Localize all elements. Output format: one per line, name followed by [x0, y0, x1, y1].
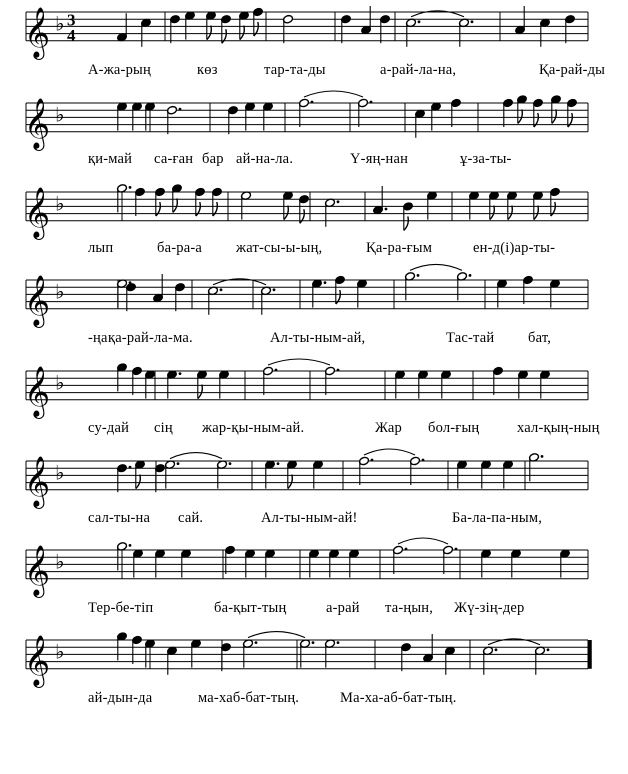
- time-signature-top: 3: [67, 10, 76, 30]
- note: [469, 191, 480, 220]
- note: [117, 102, 128, 131]
- note: [325, 198, 340, 227]
- note: [239, 11, 250, 40]
- treble-clef-icon: 𝄞: [24, 274, 51, 326]
- note: [245, 102, 256, 131]
- note: [313, 460, 324, 489]
- note-flag: [508, 206, 513, 220]
- note: [132, 635, 143, 664]
- note: [261, 286, 276, 315]
- lyrics-line: [0, 690, 628, 714]
- lyric-word: Ал-ты-ным-ай,: [270, 330, 366, 346]
- flat-icon: ♭: [55, 191, 65, 216]
- note: [517, 95, 528, 124]
- note: [493, 366, 504, 395]
- lyric-word: қи-май: [88, 151, 133, 167]
- note: [325, 639, 340, 668]
- note-flag: [284, 206, 289, 220]
- note: [135, 187, 146, 216]
- dot: [275, 369, 278, 372]
- lyrics-line: [0, 600, 628, 624]
- note: [208, 286, 223, 315]
- note: [401, 642, 412, 671]
- note: [126, 282, 137, 311]
- note: [132, 366, 143, 395]
- note: [132, 102, 143, 131]
- note: [175, 282, 186, 311]
- note: [550, 187, 561, 216]
- lyric-word: бат,: [528, 330, 552, 346]
- dot: [129, 186, 132, 189]
- flat-icon: ♭: [55, 549, 65, 574]
- note-flag: [534, 206, 539, 220]
- tie: [304, 91, 363, 97]
- lyric-word: сал-ты-на: [88, 510, 151, 526]
- note: [283, 191, 294, 220]
- treble-clef-icon: 𝄞: [24, 97, 51, 149]
- treble-clef-icon: 𝄞: [24, 634, 51, 686]
- lyric-word: жар-қы-ным-ай.: [202, 420, 305, 436]
- note: [117, 463, 132, 492]
- note: [445, 646, 456, 675]
- note: [507, 191, 518, 220]
- note: [560, 549, 571, 578]
- tie: [410, 264, 462, 270]
- lyric-word: лып: [88, 240, 114, 256]
- dot: [220, 288, 223, 291]
- note: [329, 549, 340, 578]
- treble-clef-icon: 𝄞: [24, 544, 51, 596]
- dot: [541, 455, 544, 458]
- note: [395, 370, 406, 399]
- note: [406, 18, 421, 47]
- note: [535, 646, 550, 675]
- lyric-word: ай-дын-да: [88, 690, 153, 706]
- lyric-word: ай-на-ла.: [236, 151, 294, 167]
- lyrics-line: [0, 240, 628, 264]
- treble-clef-icon: 𝄞: [24, 365, 51, 417]
- note: [405, 272, 420, 301]
- lyrics-line: [0, 510, 628, 534]
- note: [373, 186, 388, 215]
- note: [550, 279, 561, 308]
- dot: [469, 274, 472, 277]
- note: [341, 14, 352, 43]
- note: [117, 279, 132, 308]
- note: [135, 460, 146, 489]
- dot: [455, 548, 458, 551]
- note: [299, 98, 314, 127]
- staff-system: [24, 6, 588, 60]
- note: [431, 102, 442, 131]
- note: [325, 366, 340, 395]
- note: [195, 187, 206, 216]
- dot: [405, 548, 408, 551]
- note: [415, 109, 426, 138]
- note: [141, 18, 152, 47]
- lyric-word: бар: [202, 151, 224, 167]
- note: [349, 549, 360, 578]
- note: [155, 187, 166, 216]
- note: [403, 202, 414, 231]
- lyric-word: Ма-ха-аб-бат-тың.: [340, 690, 457, 706]
- note: [185, 11, 196, 40]
- note: [551, 95, 562, 124]
- note: [529, 453, 544, 482]
- staff-system: [24, 359, 588, 419]
- note: [212, 187, 223, 216]
- note: [133, 549, 144, 578]
- note: [265, 460, 280, 489]
- flat-icon: ♭: [55, 11, 65, 36]
- lyric-word: а-рай: [326, 600, 360, 616]
- note: [380, 14, 391, 43]
- lyrics-line: [0, 330, 628, 354]
- dot: [312, 641, 315, 644]
- note: [117, 363, 128, 392]
- note: [265, 549, 276, 578]
- note-flag: [490, 206, 495, 220]
- lyric-word: Қа-рай-ды: [539, 62, 606, 78]
- note: [287, 460, 298, 489]
- note: [312, 279, 327, 308]
- lyric-word: көз: [197, 62, 218, 78]
- treble-clef-icon: 𝄞: [24, 6, 51, 58]
- flat-icon: ♭: [55, 460, 65, 485]
- note-flag: [240, 26, 245, 40]
- note: [533, 191, 544, 220]
- dot: [324, 281, 327, 284]
- note-flag: [552, 109, 557, 123]
- lyric-word: са-ған: [154, 151, 194, 167]
- note: [457, 272, 472, 301]
- lyric-word: а-рай-ла-на,: [380, 62, 457, 78]
- dot: [311, 101, 314, 104]
- note: [359, 456, 374, 485]
- lyrics-line: [0, 62, 628, 86]
- note: [357, 279, 368, 308]
- note: [165, 460, 180, 489]
- dot: [229, 462, 232, 465]
- note: [145, 370, 156, 399]
- note-flag: [404, 216, 409, 230]
- note: [263, 102, 274, 131]
- note: [533, 98, 544, 127]
- treble-clef-icon: 𝄞: [24, 186, 51, 238]
- dot: [422, 459, 425, 462]
- treble-clef-icon: 𝄞: [24, 455, 51, 507]
- lyric-word: -ңа: [88, 330, 108, 346]
- lyric-word: ма-хаб-бат-тың.: [198, 690, 300, 706]
- note: [410, 456, 425, 485]
- dot: [471, 20, 474, 23]
- note-flag: [288, 475, 293, 489]
- dot: [385, 208, 388, 211]
- dot: [179, 108, 182, 111]
- note: [253, 7, 264, 36]
- note: [393, 545, 408, 574]
- note: [423, 634, 434, 663]
- staff-system: [24, 449, 588, 509]
- lyric-word: Тас-тай: [446, 330, 495, 346]
- dot: [337, 641, 340, 644]
- lyric-word: Ал-ты-ным-ай!: [261, 510, 358, 526]
- lyric-word: ен-д(і)ар-ты-: [473, 240, 556, 256]
- note: [443, 545, 458, 574]
- note: [427, 191, 438, 220]
- note-flag: [198, 385, 203, 399]
- note: [172, 184, 183, 213]
- note: [167, 646, 178, 675]
- dot: [547, 648, 550, 651]
- lyric-word: су-дай: [88, 420, 130, 436]
- note: [155, 463, 166, 492]
- note: [221, 14, 232, 43]
- staff-system: [24, 632, 590, 688]
- dot: [255, 641, 258, 644]
- lyric-word: А-жа-рың: [88, 62, 151, 78]
- note: [243, 639, 258, 668]
- dot: [129, 466, 132, 469]
- dot: [179, 372, 182, 375]
- note: [167, 370, 182, 399]
- lyric-word: Қа-ра-ғым: [366, 240, 433, 256]
- flat-icon: ♭: [55, 370, 65, 395]
- note: [153, 274, 164, 303]
- note: [117, 184, 132, 213]
- lyrics-line: [0, 420, 628, 444]
- dot: [277, 462, 280, 465]
- note: [167, 105, 182, 134]
- staff-system: [24, 184, 588, 240]
- lyric-word: ба-ра-а: [157, 240, 202, 256]
- dot: [273, 288, 276, 291]
- note: [299, 194, 310, 223]
- note: [309, 549, 320, 578]
- note: [361, 6, 372, 35]
- staff-system: [24, 538, 588, 598]
- note: [511, 549, 522, 578]
- dot: [370, 101, 373, 104]
- note: [191, 639, 202, 668]
- lyric-word: ұ-за-ты-: [460, 151, 512, 167]
- dot: [337, 200, 340, 203]
- note-flag: [518, 109, 523, 123]
- note: [441, 370, 452, 399]
- note: [540, 370, 551, 399]
- note-flag: [136, 475, 141, 489]
- dot: [417, 274, 420, 277]
- note: [300, 639, 315, 668]
- lyric-word: хал-қың-ның: [517, 420, 600, 436]
- dot: [371, 459, 374, 462]
- note: [515, 6, 526, 35]
- tie: [268, 359, 330, 365]
- note: [567, 98, 578, 127]
- note: [245, 549, 256, 578]
- note: [459, 18, 474, 47]
- lyric-word: сай.: [178, 510, 204, 526]
- lyric-word: жат-сы-ы-ың,: [236, 240, 323, 256]
- note: [565, 14, 576, 43]
- time-signature-bottom: 4: [67, 25, 76, 45]
- note: [358, 98, 373, 127]
- note: [335, 275, 346, 304]
- note: [117, 13, 128, 42]
- lyrics-line: [0, 151, 628, 175]
- note: [518, 370, 529, 399]
- lyric-word: қа-рай-ла-ма.: [108, 330, 193, 346]
- lyric-word: Тер-бе-тіп: [88, 600, 154, 616]
- flat-icon: ♭: [55, 639, 65, 664]
- note-flag: [207, 26, 212, 40]
- note: [481, 549, 492, 578]
- note: [228, 105, 239, 134]
- lyric-word: бол-ғың: [428, 420, 480, 436]
- note: [206, 11, 217, 40]
- lyric-word: тар-та-ды: [264, 62, 326, 78]
- lyric-word: Ү-яң-нан: [350, 151, 409, 167]
- note: [219, 370, 230, 399]
- dot: [177, 462, 180, 465]
- note: [451, 98, 462, 127]
- staff-system: [24, 264, 588, 327]
- lyric-word: сің: [154, 420, 173, 436]
- lyric-word: ба-қыт-тың: [214, 600, 287, 616]
- note: [217, 460, 232, 489]
- dot: [418, 20, 421, 23]
- note: [418, 370, 429, 399]
- tie: [398, 538, 448, 544]
- note: [181, 549, 192, 578]
- note-flag: [173, 198, 178, 212]
- note: [481, 460, 492, 489]
- note: [170, 14, 181, 43]
- note: [489, 191, 500, 220]
- tie: [170, 453, 222, 459]
- note: [117, 542, 132, 571]
- note: [503, 98, 514, 127]
- note: [457, 460, 468, 489]
- flat-icon: ♭: [55, 279, 65, 304]
- note: [540, 18, 551, 47]
- note: [503, 460, 514, 489]
- dot: [495, 648, 498, 651]
- note: [225, 545, 236, 574]
- note: [221, 642, 232, 671]
- note: [483, 646, 498, 675]
- note: [283, 14, 294, 43]
- lyric-word: Жар: [375, 420, 402, 436]
- dot: [337, 369, 340, 372]
- flat-icon: ♭: [55, 102, 65, 127]
- lyric-word: Жү-зің-дер: [454, 600, 525, 616]
- lyric-word: Ба-ла-па-ным,: [452, 510, 543, 526]
- note: [523, 275, 534, 304]
- tie: [248, 632, 305, 638]
- lyric-word: та-ңын,: [385, 600, 434, 616]
- note: [155, 549, 166, 578]
- note: [263, 366, 278, 395]
- note: [241, 191, 252, 220]
- note: [197, 370, 208, 399]
- tie: [364, 449, 415, 455]
- dot: [129, 544, 132, 547]
- note: [117, 632, 128, 661]
- staff-system: [24, 91, 588, 151]
- note: [497, 279, 508, 308]
